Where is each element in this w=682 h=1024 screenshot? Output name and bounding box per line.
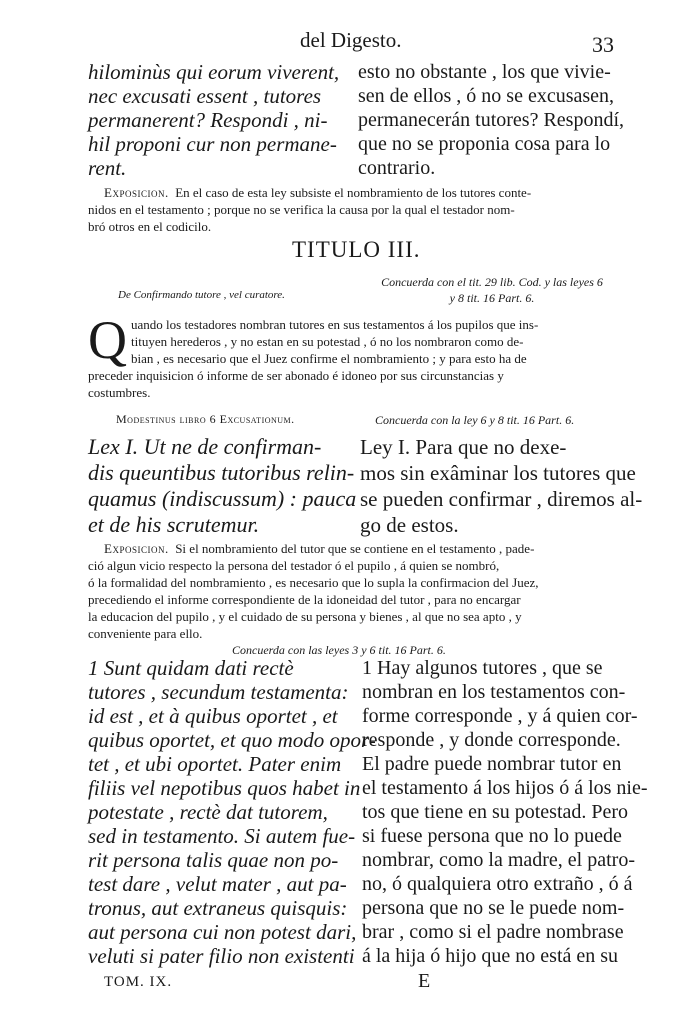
intro-line: tituyen herederos , y no estan en su potestad , ó no los nombraron como de- <box>131 334 524 349</box>
intro-line: costumbres. <box>88 385 151 400</box>
exposicion-block-2 <box>88 540 616 642</box>
exposicion-text: conveniente para ello. <box>88 626 203 641</box>
latin-line: sed in testamento. Si autem fue- <box>88 824 356 848</box>
exposicion-text: Si el nombramiento del tutor que se contiene en el testamento , pade- <box>175 541 535 556</box>
exposicion-text: bró otros en el codicilo. <box>88 219 212 234</box>
spanish-line: persona que no se le puede nom- <box>362 897 625 919</box>
latin-line: et de his scrutemur. <box>88 512 260 537</box>
spanish-line: El padre puede nombrar tutor en <box>362 753 622 775</box>
lex-spanish-column <box>360 434 643 538</box>
latin-line: veluti si pater filio non existenti <box>88 944 355 968</box>
title-subtitle: De Confirmando tutore , vel curatore. <box>118 289 285 301</box>
latin-line: test dare , velut mater , aut pa- <box>88 872 347 896</box>
latin-line: id est , et à quibus oportet , et <box>88 704 338 728</box>
latin-line: permanerent? Respondi , ni- <box>88 108 328 132</box>
latin-line: quamus (indiscussum) : pauca <box>88 486 357 511</box>
latin-line: quibus oportet, et quo modo opor- <box>88 728 376 752</box>
latin-line: 1 Sunt quidam dati rectè <box>88 656 294 680</box>
spanish-line: tos que tiene en su potestad. Pero <box>362 801 629 823</box>
latin-line: tronus, aut extraneus quisquis: <box>88 896 348 920</box>
title-heading: TITULO III. <box>292 237 421 262</box>
spanish-column-top <box>358 60 625 180</box>
section-concordance: Concuerda con las leyes 3 y 6 tit. 16 Part. 6. <box>232 643 446 657</box>
spanish-line: mos sin exâminar los tutores que <box>360 461 636 485</box>
section-spanish-column <box>362 656 648 968</box>
spanish-line: si fuese persona que no lo puede <box>362 825 622 847</box>
drop-cap: Q <box>88 310 127 370</box>
latin-line: filiis vel nepotibus quos habet in <box>88 776 361 800</box>
latin-line: dis queuntibus tutoribus relin- <box>88 460 355 485</box>
latin-column-top <box>88 60 348 180</box>
spanish-line: Ley I. Para que no dexe- <box>360 435 567 459</box>
exposicion-text: ció algun vicio respecto la persona del testador ó el pupilo , á quien se nombró, <box>88 558 500 573</box>
latin-line: hilominùs qui eorum viverent, <box>88 60 340 84</box>
lex-concordance: Concuerda con la ley 6 y 8 tit. 16 Part. 6. <box>375 413 575 427</box>
spanish-line: esto no obstante , los que vivie- <box>358 61 611 83</box>
spanish-line: sen de ellos , ó no se excusasen, <box>358 85 615 107</box>
spanish-line: 1 Hay algunos tutores , que se <box>362 657 603 679</box>
signature-left: TOM. IX. <box>104 974 173 990</box>
exposicion-block-1 <box>88 184 616 235</box>
exposicion-text: En el caso de esta ley subsiste el nombramiento de los tutores conte- <box>175 185 532 200</box>
latin-line: tutores , secundum testamenta: <box>88 680 349 704</box>
latin-line: rent. <box>88 156 127 180</box>
latin-line: potestate , rectè dat tutorem, <box>88 800 328 824</box>
spanish-line: responde , y donde corresponde. <box>362 729 621 751</box>
page-number: 33 <box>592 32 614 57</box>
latin-line: tet , et ubi oportet. Pater enim <box>88 752 342 776</box>
exposicion-text: nidos en el testamento ; porque no se verifica la causa por la qual el testador nom- <box>88 202 515 217</box>
signature-right: E <box>418 970 431 992</box>
spanish-line: go de estos. <box>360 513 459 537</box>
lex-source: Modestinus libro 6 Excusationum. <box>116 412 295 426</box>
spanish-line: se pueden confirmar , diremos al- <box>360 487 643 511</box>
spanish-line: á la hija ó hijo que no está en su <box>362 945 619 967</box>
concordance-line: y 8 tit. 16 Part. 6. <box>449 291 535 305</box>
latin-line: hil proponi cur non permane- <box>88 132 337 156</box>
spanish-line: brar , como si el padre nombrase <box>362 921 624 943</box>
spanish-line: no, ó qualquiera otro extraño , ó á <box>362 873 633 895</box>
spanish-line: contrario. <box>358 157 436 179</box>
title-concordance <box>362 274 622 306</box>
spanish-line: nombrar, como la madre, el patro- <box>362 849 635 871</box>
exposicion-label: Exposicion. <box>104 185 169 200</box>
exposicion-text: ó la formalidad del nombramiento , es necesario que lo supla la confirmacion del Juez, <box>88 575 539 590</box>
latin-line: nec excusati essent , tutores <box>88 84 322 108</box>
spanish-line: el testamento á los hijos ó á los nie- <box>362 777 648 799</box>
exposicion-text: precediendo el informe correspondiente de la idoneidad del tutor , para no encargar <box>88 592 521 607</box>
section-latin-column <box>88 656 376 968</box>
spanish-line: forme corresponde , y á quien cor- <box>362 705 638 727</box>
spanish-line: nombran en los testamentos con- <box>362 681 626 703</box>
intro-line: preceder inquisicion ó informe de ser abonado é idoneo por sus circunstancias y <box>88 368 504 383</box>
concordance-line: Concuerda con el tit. 29 lib. Cod. y las leyes 6 <box>381 275 603 289</box>
intro-line: bian , es necesario que el Juez confirme el nombramiento ; y para esto ha de <box>131 351 527 366</box>
spanish-line: permanecerán tutores? Respondí, <box>358 109 625 131</box>
exposicion-text: la educacion del pupilo , y el cuidado de su persona y bienes , al que no sea apto , y <box>88 609 522 624</box>
latin-line: rit persona talis quae non po- <box>88 848 339 872</box>
intro-paragraph <box>88 310 616 401</box>
lex-latin-column <box>88 434 357 538</box>
intro-line: uando los testadores nombran tutores en sus testamentos á los pupilos que ins- <box>131 317 539 332</box>
latin-line: aut persona cui non potest dari, <box>88 920 357 944</box>
running-title: del Digesto. <box>300 28 402 52</box>
spanish-line: que no se proponia cosa para lo <box>358 133 611 155</box>
latin-line: Lex I. Ut ne de confirman- <box>88 434 322 459</box>
exposicion-label: Exposicion. <box>104 541 169 556</box>
